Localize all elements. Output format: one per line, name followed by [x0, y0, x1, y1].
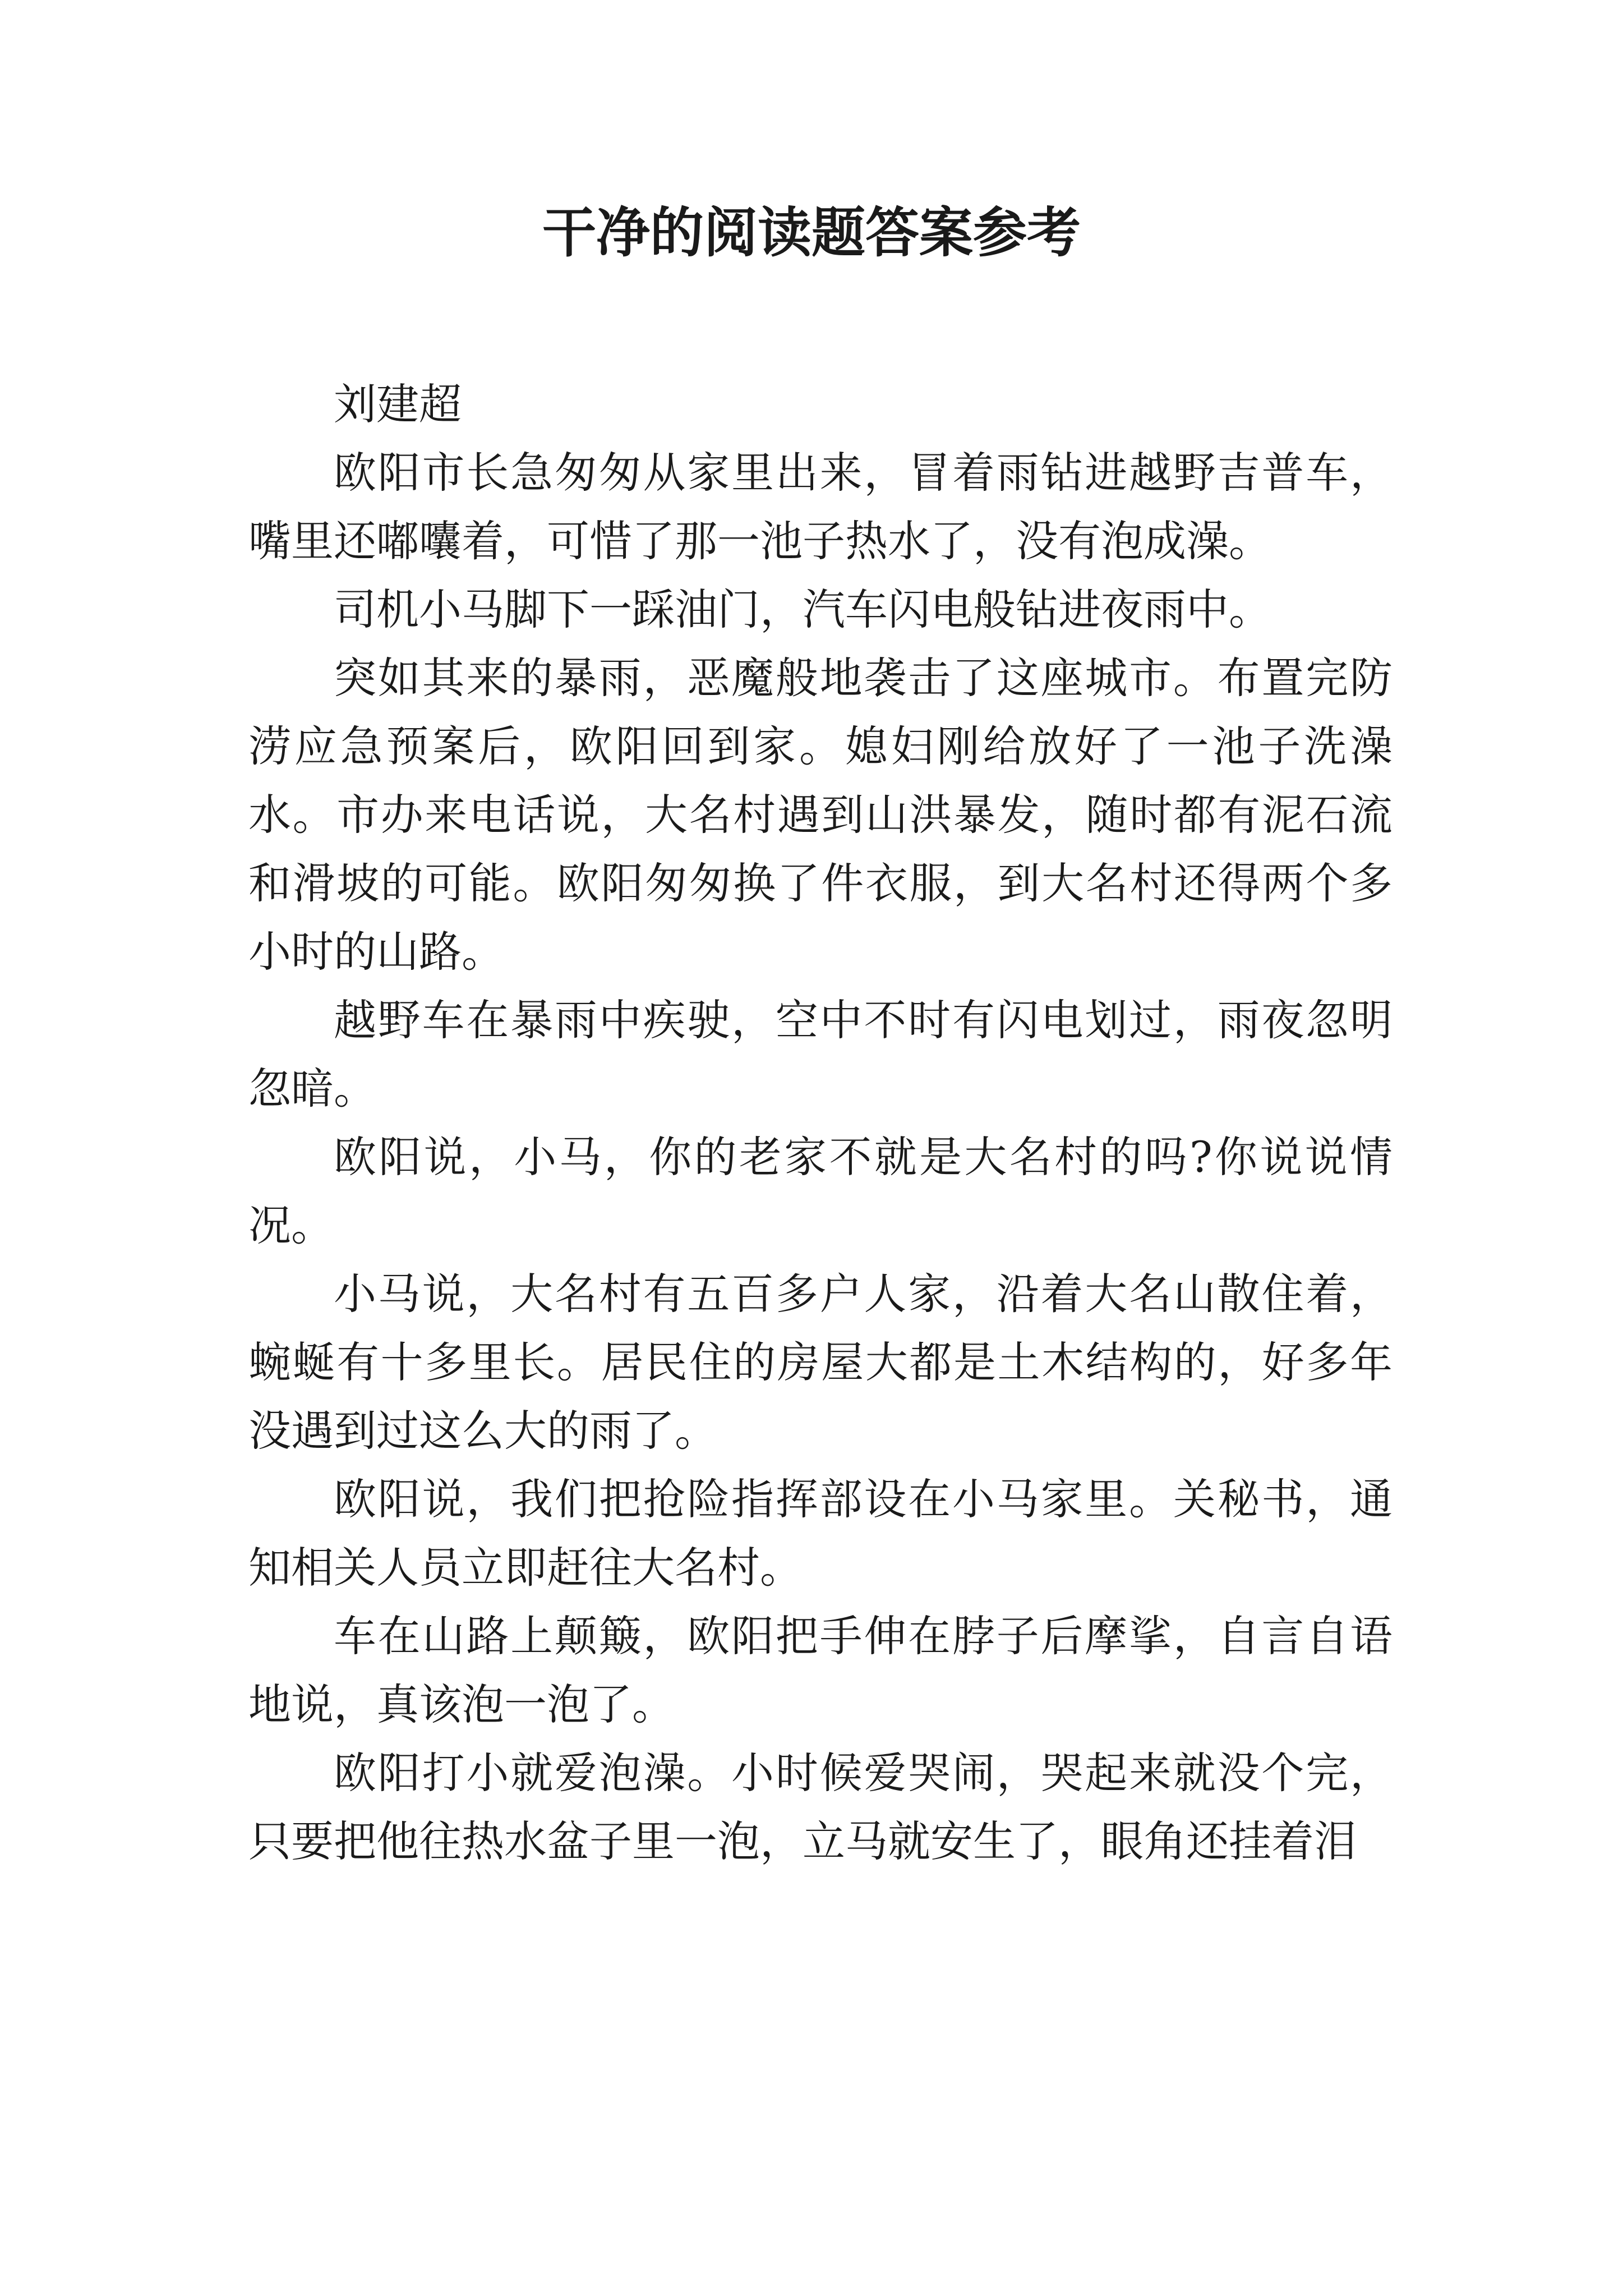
article-body — [248, 370, 1393, 1876]
paragraph: 欧阳说，我们把抢险指挥部设在小马家里。关秘书，通知相关人员立即赶往大名村。 — [248, 1474, 1393, 1593]
paragraph: 突如其来的暴雨，恶魔般地袭击了这座城市。布置完防涝应急预案后，欧阳回到家。媳妇刚给放好了一池子洗澡水。市办来电话说，大名村遇到山洪暴发，随时都有泥石流和滑坡的可能。欧阳匆匆换了件衣服，到大名村还得两个多小时的山路。 — [248, 653, 1393, 977]
paragraph: 欧阳说，小马，你的老家不就是大名村的吗?你说说情况。 — [248, 1132, 1393, 1250]
paragraph: 越野车在暴雨中疾驶，空中不时有闪电划过，雨夜忽明忽暗。 — [248, 995, 1393, 1114]
author-line: 刘建超 — [334, 379, 462, 429]
paragraph: 欧阳市长急匆匆从家里出来，冒着雨钻进越野吉普车，嘴里还嘟囔着，可惜了那一池子热水了，没有泡成澡。 — [248, 448, 1393, 566]
paragraph: 司机小马脚下一踩油门，汽车闪电般钻进夜雨中。 — [334, 585, 1271, 634]
page-title: 干净的阅读题答案参考 — [542, 201, 1081, 264]
paragraph: 欧阳打小就爱泡澡。小时候爱哭闹，哭起来就没个完，只要把他往热水盆子里一泡，立马就安生了，眼角还挂着泪 — [248, 1748, 1393, 1866]
paragraph: 车在山路上颠簸，欧阳把手伸在脖子后摩挲，自言自语地说，真该泡一泡了。 — [248, 1611, 1393, 1729]
paragraph: 小马说，大名村有五百多户人家，沿着大名山散住着，蜿蜒有十多里长。居民住的房屋大都是土木结构的，好多年没遇到过这么大的雨了。 — [248, 1269, 1393, 1456]
